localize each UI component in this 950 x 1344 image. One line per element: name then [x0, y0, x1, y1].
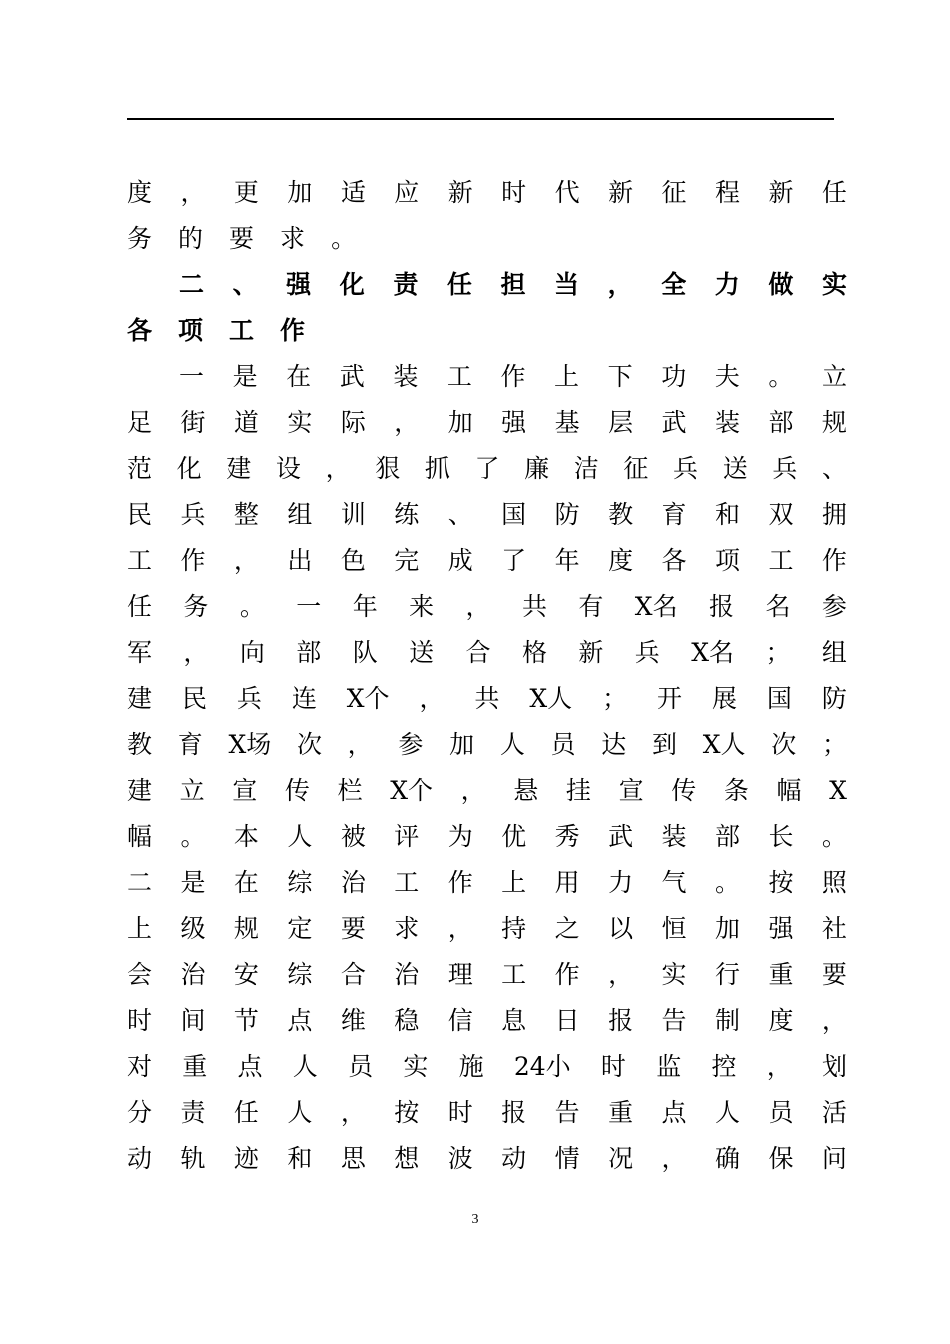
body-text-line: 度 ， 更 加 适 应 新 时 代 新 征 程 新 任	[127, 178, 847, 207]
body-text-line: 建 立 宣 传 栏 X个 ， 悬 挂 宣 传 条 幅 X	[127, 776, 847, 805]
section-heading-line: 各 项 工 作	[127, 316, 306, 345]
body-text-line: 一 是 在 武 装 工 作 上 下 功 夫 。 立	[179, 362, 847, 391]
header-rule	[127, 118, 834, 120]
body-text-line: 对 重 点 人 员 实 施 24小 时 监 控 ， 划	[127, 1052, 847, 1081]
body-text-line: 建 民 兵 连 X个 ， 共 X人 ； 开 展 国 防	[127, 684, 847, 713]
body-text-line: 民 兵 整 组 训 练 、 国 防 教 育 和 双 拥	[127, 500, 847, 529]
body-text-line: 工 作 ， 出 色 完 成 了 年 度 各 项 工 作	[127, 546, 847, 575]
section-heading-line: 二 、 强 化 责 任 担 当 ， 全 力 做 实	[179, 270, 847, 299]
body-text-line: 上 级 规 定 要 求 ， 持 之 以 恒 加 强 社	[127, 914, 847, 943]
body-text-line: 务 的 要 求 。	[127, 224, 357, 253]
body-text-line: 二 是 在 综 治 工 作 上 用 力 气 。 按 照	[127, 868, 847, 897]
body-text-line: 分 责 任 人 ， 按 时 报 告 重 点 人 员 活	[127, 1098, 847, 1127]
body-text-line: 足 街 道 实 际 ， 加 强 基 层 武 装 部 规	[127, 408, 847, 437]
body-text-line: 教 育 X场 次 ， 参 加 人 员 达 到 X人 次 ；	[127, 730, 847, 759]
page-number: 3	[471, 1212, 479, 1227]
body-text-line: 会 治 安 综 合 治 理 工 作 ， 实 行 重 要	[127, 960, 847, 989]
body-text-line: 动 轨 迹 和 思 想 波 动 情 况 ， 确 保 问	[127, 1144, 847, 1173]
body-text-line: 军 ， 向 部 队 送 合 格 新 兵 X名 ； 组	[127, 638, 847, 667]
body-text-line: 时 间 节 点 维 稳 信 息 日 报 告 制 度 ，	[127, 1006, 847, 1035]
body-text-line: 范 化 建 设 ， 狠 抓 了 廉 洁 征 兵 送 兵 、	[127, 454, 847, 483]
document-body	[127, 170, 847, 1182]
body-text-line: 幅 。 本 人 被 评 为 优 秀 武 装 部 长 。	[127, 822, 847, 851]
body-text-line: 任 务 。 一 年 来 ， 共 有 X名 报 名 参	[127, 592, 847, 621]
